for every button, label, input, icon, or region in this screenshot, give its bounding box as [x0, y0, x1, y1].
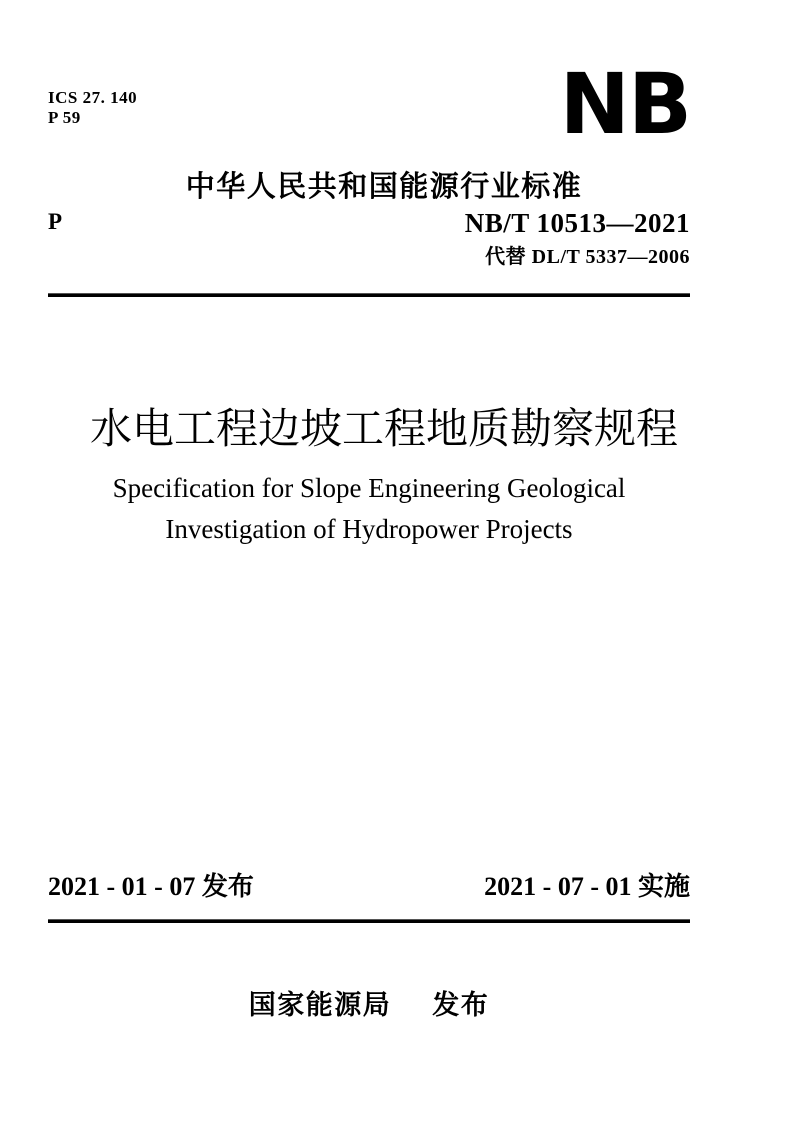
- doc-class-letter: P: [48, 209, 63, 234]
- title-chinese: 水电工程边坡工程地质勘察规程: [89, 407, 678, 453]
- replaces-note: 代替 DL/T 5337—2006: [485, 246, 690, 268]
- implement-date: 2021 - 07 - 01 实施: [484, 872, 690, 901]
- publish-action-label: 发布: [432, 990, 490, 1020]
- standard-number: NB/T 10513—2021: [464, 208, 690, 238]
- publisher-name: 国家能源局: [248, 990, 392, 1020]
- nb-logo: NB: [559, 55, 690, 153]
- bottom-rule-divider: [48, 919, 690, 923]
- ics-code: ICS 27. 140: [48, 88, 138, 107]
- dates-row: [48, 871, 690, 903]
- china-class-code: P 59: [48, 108, 81, 127]
- title-english: [48, 468, 690, 550]
- title-english-line2: Investigation of Hydropower Projects: [165, 514, 573, 544]
- top-rule-divider: [48, 293, 690, 297]
- title-english-line1: Specification for Slope Engineering Geological: [112, 473, 626, 503]
- standard-category-heading: 中华人民共和国能源行业标准: [185, 171, 583, 203]
- publisher-row: [48, 989, 690, 1021]
- standard-number-block: [465, 207, 690, 269]
- issue-date: 2021 - 01 - 07 发布: [48, 872, 254, 901]
